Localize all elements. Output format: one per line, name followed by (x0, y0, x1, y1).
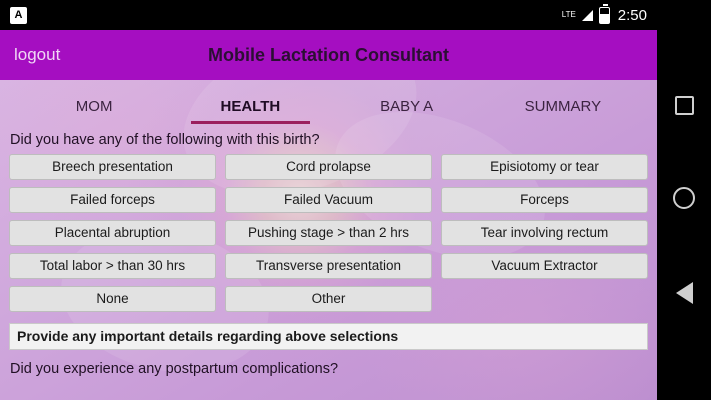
status-bar-left (10, 7, 27, 24)
status-bar-right (562, 7, 647, 24)
question-label-1: Did you have any of the following with this birth? (10, 132, 320, 148)
back-icon[interactable] (676, 282, 693, 304)
logout-button[interactable]: logout (14, 45, 61, 64)
option-chip[interactable]: Forceps (441, 187, 648, 213)
option-chip[interactable]: Episiotomy or tear (441, 154, 648, 180)
tab-baby-a[interactable]: BABY A (380, 98, 434, 115)
app-notification-icon: A (10, 7, 27, 24)
tab-summary[interactable]: SUMMARY (524, 98, 602, 115)
lte-icon: LTE (561, 10, 576, 19)
option-grid (0, 154, 657, 312)
battery-icon (599, 7, 610, 24)
status-bar (0, 0, 657, 30)
option-chip[interactable]: Failed Vacuum (225, 187, 432, 213)
page-title: Mobile Lactation Consultant (208, 44, 449, 65)
home-icon[interactable] (673, 187, 695, 209)
option-chip[interactable]: Cord prolapse (225, 154, 432, 180)
question-label-2: Did you experience any postpartum complications? (10, 361, 339, 377)
option-chip[interactable]: Total labor > than 30 hrs (9, 253, 216, 279)
tab-bar (0, 80, 657, 124)
option-chip[interactable]: Breech presentation (9, 154, 216, 180)
details-input[interactable]: Provide any important details regarding above selections (9, 323, 648, 350)
option-chip[interactable]: None (9, 286, 216, 312)
clock-label: 2:50 (617, 6, 647, 24)
tab-mom[interactable]: MOM (75, 98, 113, 115)
app-bar (0, 30, 657, 80)
option-chip[interactable]: Placental abruption (9, 220, 216, 246)
option-chip[interactable]: Transverse presentation (225, 253, 432, 279)
content-area (0, 80, 657, 400)
option-chip[interactable]: Tear involving rectum (441, 220, 648, 246)
option-chip[interactable]: Pushing stage > than 2 hrs (225, 220, 432, 246)
signal-icon (582, 10, 593, 21)
option-chip[interactable]: Vacuum Extractor (441, 253, 648, 279)
option-chip[interactable]: Failed forceps (9, 187, 216, 213)
navigation-bar (657, 0, 711, 400)
option-chip[interactable]: Other (225, 286, 432, 312)
recents-icon[interactable] (675, 96, 694, 115)
tab-health[interactable]: HEALTH (172, 98, 328, 124)
